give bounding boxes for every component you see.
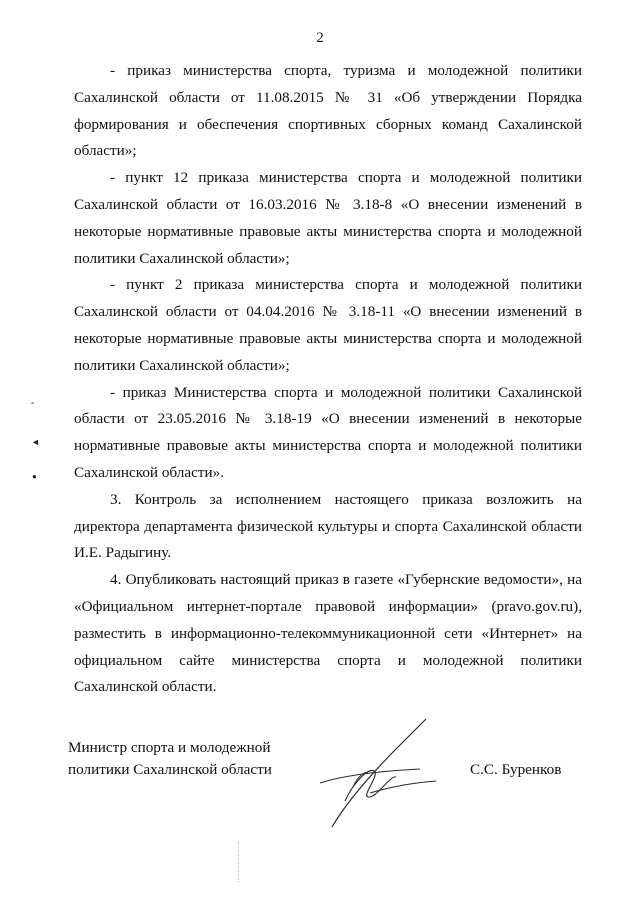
paragraph-revoked-order-4: - приказ Министерства спорта и молодежной политики Сахалинской области от 23.05.2016 № 3.18-19 «О внесении изменений в некоторые нормативные правовые акты министерства спорта и молодежной политики Сахалинской области». — [74, 383, 582, 481]
scan-artifact-line — [238, 842, 240, 882]
signatory-name: С.С. Буренков — [470, 761, 562, 778]
paragraph-publication-clause: 4. Опубликовать настоящий приказ в газете «Губернские ведомости», на «Официальном интернет-портале правовой информации» (pravo.gov.ru), разместить в информационно-телекоммуникационной сети «Интернет» на официальном сайте министерства спорта и молодежной политики Сахалинской области. — [74, 571, 582, 696]
paragraph-control-clause: 3. Контроль за исполнением настоящего приказа возложить на директора департамента физической культуры и спорта Сахалинской области И.Е. Радыгину. — [74, 490, 582, 562]
signatory-title — [68, 737, 272, 781]
document-body — [74, 58, 582, 701]
paragraph-revoked-order-1: - приказ министерства спорта, туризма и молодежной политики Сахалинской области от 11.08.2015 № 31 «Об утверждении Порядка формирования и обеспечения спортивных сборных команд Сахалинской области»; — [74, 62, 582, 160]
signatory-title-line-1: Министр спорта и молодежной — [68, 739, 271, 756]
page-number: 2 — [316, 30, 324, 46]
paragraph-revoked-order-2: - пункт 12 приказа министерства спорта и молодежной политики Сахалинской области от 16.03.2016 № 3.18-8 «О внесении изменений в некоторые нормативные правовые акты министерства спорта и молодежной политики Сахалинской области»; — [74, 169, 582, 267]
margin-scan-mark: ● — [32, 472, 37, 481]
margin-scan-mark: ◄ — [31, 437, 40, 447]
signatory-title-line-2: политики Сахалинской области — [68, 761, 272, 778]
handwritten-signature — [250, 705, 450, 835]
paragraph-revoked-order-3: - пункт 2 приказа министерства спорта и молодежной политики Сахалинской области от 04.04.2016 № 3.18-11 «О внесении изменений в некоторые нормативные правовые акты министерства спорта и молодежной политики Сахалинской области»; — [74, 276, 582, 374]
margin-scan-mark: ˆ — [31, 402, 35, 413]
